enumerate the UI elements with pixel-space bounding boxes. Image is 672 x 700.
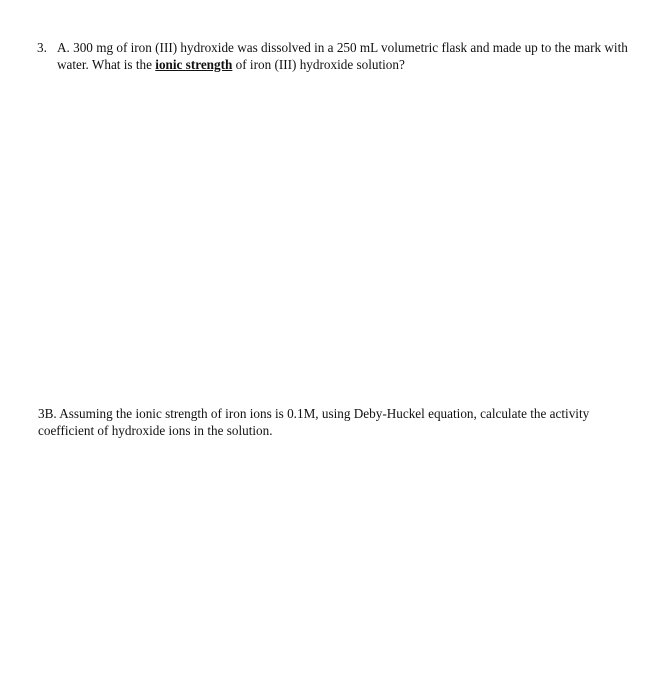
- question-3a-text: [57, 40, 657, 73]
- question-3a-line-1: A. 300 mg of iron (III) hydroxide was dissolved in a 250 mL volumetric flask and made up to the mark with: [57, 40, 628, 55]
- question-3b-line-2: coefficient of hydroxide ions in the solution.: [38, 422, 273, 438]
- question-3a-line-2: [57, 57, 657, 74]
- question-number: 3.: [37, 40, 47, 55]
- question-3b: [38, 406, 638, 439]
- question-3b-line-1: 3B. Assuming the ionic strength of iron ions is 0.1M, using Deby-Huckel equation, calculate the activity: [38, 406, 590, 421]
- question-3a-line-2-end: of iron (III) hydroxide solution?: [232, 56, 405, 72]
- ionic-strength-emphasis: ionic strength: [155, 56, 233, 72]
- question-3a-line-2-start: water. What is the: [57, 56, 156, 72]
